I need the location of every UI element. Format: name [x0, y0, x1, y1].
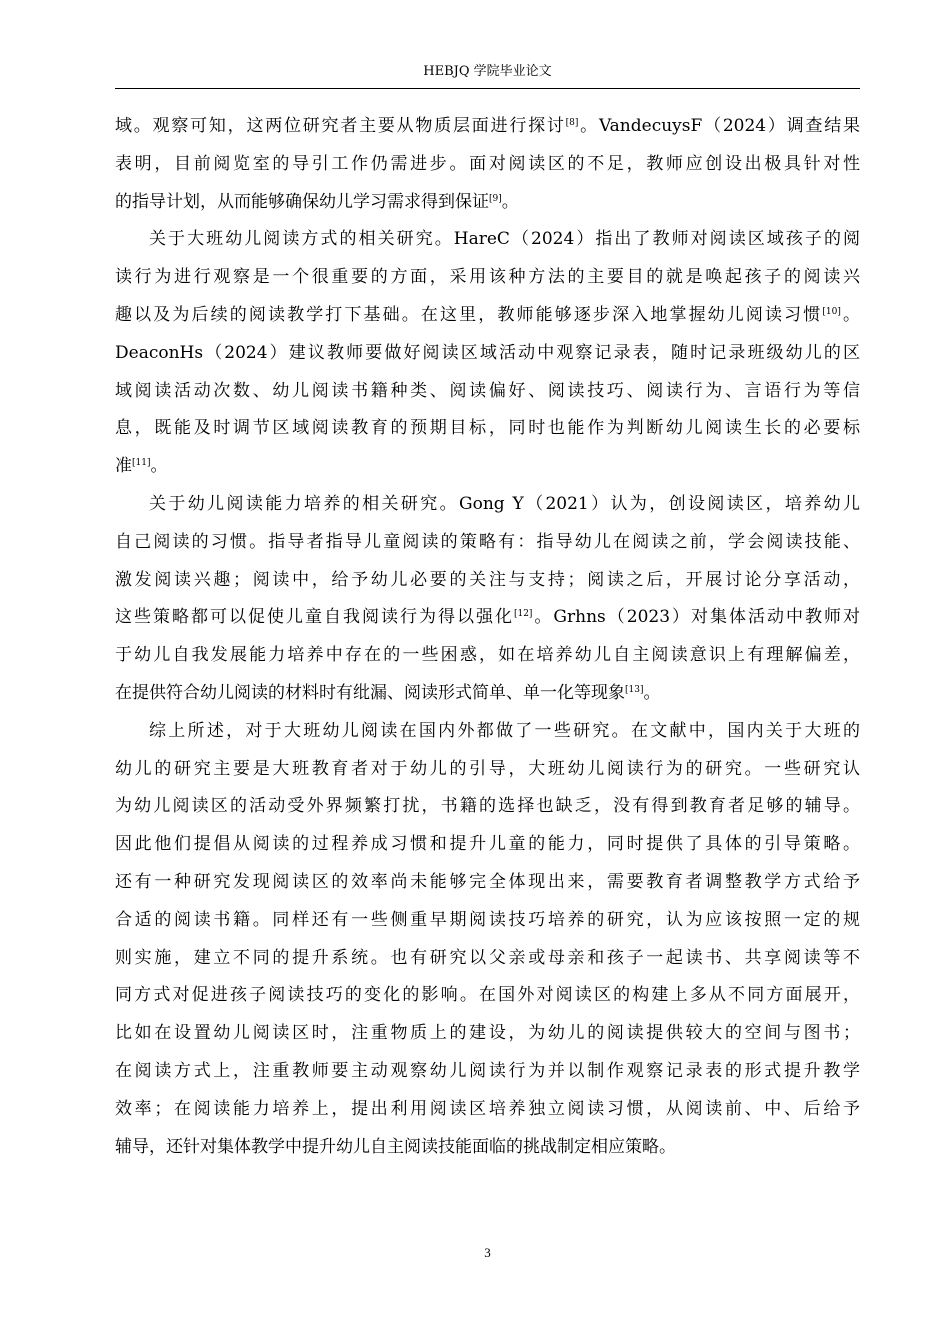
- text-line: 因此他们提倡从阅读的过程养成习惯和提升儿童的能力，同时提供了具体的引导策略。: [115, 834, 860, 855]
- citation[interactable]: [8]: [565, 118, 579, 128]
- citation[interactable]: [10]: [822, 306, 841, 317]
- citation[interactable]: [9]: [489, 193, 502, 204]
- text-line: 自己阅读的习惯。指导者指导儿童阅读的策略有：指导幼儿在阅读之前，学会阅读技能、: [115, 531, 860, 552]
- text-line: 还有一种研究发现阅读区的效率尚未能够完全体现出来，需要教育者调整教学方式给予: [115, 871, 860, 892]
- citation[interactable]: [12]: [513, 609, 533, 620]
- text-line: 比如在设置幼儿阅读区时，注重物质上的建设，为幼儿的阅读提供较大的空间与图书；: [115, 1023, 860, 1044]
- text-line: 关于幼儿阅读能力培养的相关研究。Gong Y（2021）认为，创设阅读区，培养幼儿: [149, 493, 860, 514]
- text-line: 合适的阅读书籍。同样还有一些侧重早期阅读技巧培养的研究，认为应该按照一定的规: [115, 909, 860, 930]
- running-header: HEBJQ 学院毕业论文: [423, 64, 552, 79]
- text-line: 同方式对促进孩子阅读技巧的变化的影响。在国外对阅读区的构建上多从不同方面展开，: [115, 985, 860, 1006]
- text-line: 这些策略都可以促使儿童自我阅读行为得以强化[12]。Grhns（2023）对集体活动中教师对: [115, 607, 860, 628]
- text-line: 在提供符合幼儿阅读的材料时有纰漏、阅读形式简单、单一化等现象[13]。: [115, 682, 661, 703]
- citation[interactable]: [13]: [625, 684, 644, 695]
- body-text: [115, 108, 860, 1166]
- text-line: 趣以及为后续的阅读教学打下基础。在这里，教师能够逐步深入地掌握幼儿阅读习惯[10]。: [115, 304, 861, 325]
- text-line: 准[11]。: [115, 456, 168, 477]
- text-line: 激发阅读兴趣；阅读中，给予幼儿必要的关注与支持；阅读之后，开展讨论分享活动，: [115, 569, 860, 590]
- citation[interactable]: [11]: [132, 458, 151, 469]
- text-line: 综上所述，对于大班幼儿阅读在国内外都做了一些研究。在文献中，国内关于大班的: [149, 720, 860, 741]
- page-number: 3: [484, 1245, 491, 1260]
- text-line: 在阅读方式上，注重教师要主动观察幼儿阅读行为并以制作观察记录表的形式提升教学: [115, 1060, 860, 1081]
- text-line: 的指导计划，从而能够确保幼儿学习需求得到保证[9]。: [115, 191, 519, 212]
- text-line: 域阅读活动次数、幼儿阅读书籍种类、阅读偏好、阅读技巧、阅读行为、言语行为等信: [115, 380, 860, 401]
- text-line: 辅导，还针对集体教学中提升幼儿自主阅读技能面临的挑战制定相应策略。: [115, 1136, 676, 1157]
- text-line: 效率；在阅读能力培养上，提出利用阅读区培养独立阅读习惯，从阅读前、中、后给予: [115, 1098, 860, 1119]
- text-line: 息，既能及时调节区域阅读教育的预期目标，同时也能作为判断幼儿阅读生长的必要标: [115, 418, 860, 439]
- text-line: 域。观察可知，这两位研究者主要从物质层面进行探讨[8]。VandecuysF（2024）调查结果: [115, 116, 860, 136]
- text-line: 为幼儿阅读区的活动受外界频繁打扰，书籍的选择也缺乏，没有得到教育者足够的辅导。: [115, 796, 860, 817]
- text-line: 则实施，建立不同的提升系统。也有研究以父亲或母亲和孩子一起读书、共享阅读等不: [115, 947, 860, 968]
- text-line: 于幼儿自我发展能力培养中存在的一些困惑，如在培养幼儿自主阅读意识上有理解偏差，: [115, 645, 860, 666]
- text-line: DeaconHs（2024）建议教师要做好阅读区域活动中观察记录表，随时记录班级幼儿的区: [115, 342, 860, 363]
- text-line: 读行为进行观察是一个很重要的方面，采用该种方法的主要目的就是唤起孩子的阅读兴: [115, 267, 860, 288]
- header-divider: [115, 88, 860, 89]
- text-line: 幼儿的研究主要是大班教育者对于幼儿的引导，大班幼儿阅读行为的研究。一些研究认: [115, 758, 860, 779]
- text-line: 关于大班幼儿阅读方式的相关研究。HareC（2024）指出了教师对阅读区域孩子的阅: [149, 229, 860, 250]
- text-line: 表明，目前阅览室的导引工作仍需进步。面对阅读区的不足，教师应创设出极具针对性: [115, 153, 860, 174]
